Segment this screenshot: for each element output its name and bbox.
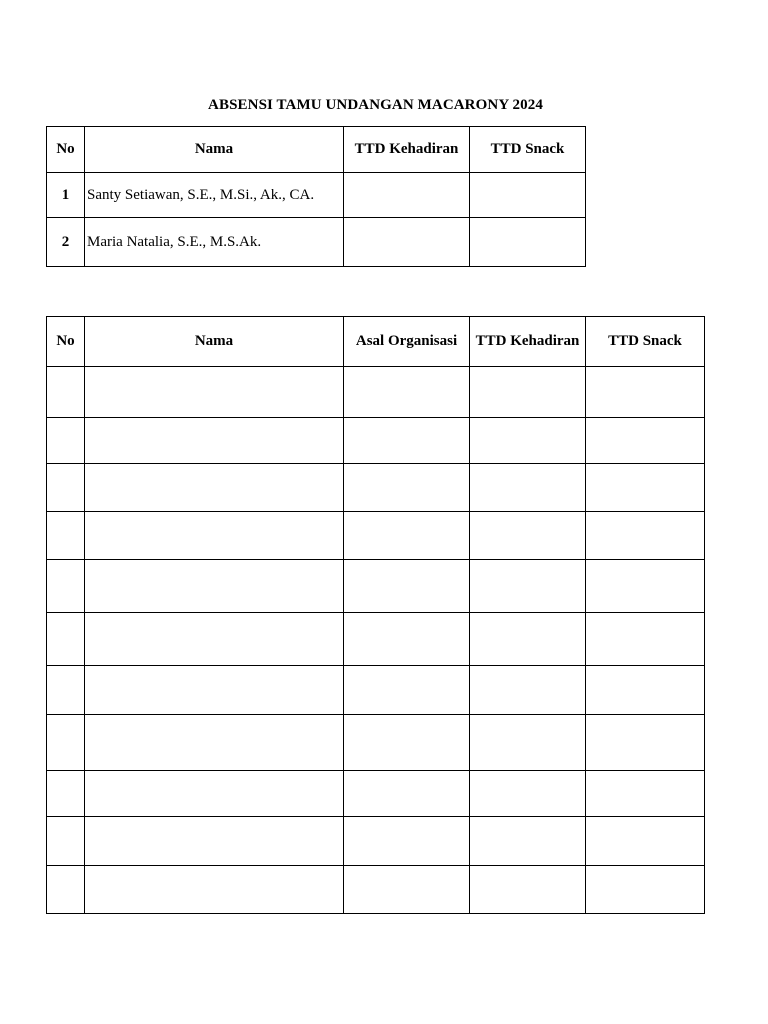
cell-ttd-snack[interactable] [470, 173, 586, 218]
cell-asal-organisasi[interactable] [344, 367, 470, 418]
cell-ttd-kehadiran[interactable] [470, 418, 586, 464]
cell-ttd-kehadiran[interactable] [470, 512, 586, 560]
cell-no: 2 [47, 218, 85, 267]
table-row [47, 817, 705, 866]
cell-ttd-snack[interactable] [470, 218, 586, 267]
cell-no[interactable] [47, 512, 85, 560]
cell-no[interactable] [47, 866, 85, 914]
table-row [47, 560, 705, 613]
cell-no[interactable] [47, 560, 85, 613]
table-row [47, 715, 705, 771]
table-row [47, 367, 705, 418]
cell-ttd-kehadiran[interactable] [344, 218, 470, 267]
cell-asal-organisasi[interactable] [344, 771, 470, 817]
cell-asal-organisasi[interactable] [344, 418, 470, 464]
cell-ttd-kehadiran[interactable] [470, 464, 586, 512]
cell-ttd-kehadiran[interactable] [470, 560, 586, 613]
cell-asal-organisasi[interactable] [344, 866, 470, 914]
cell-nama[interactable] [85, 418, 344, 464]
cell-ttd-kehadiran[interactable] [470, 715, 586, 771]
cell-no[interactable] [47, 418, 85, 464]
cell-nama[interactable] [85, 866, 344, 914]
page-title: ABSENSI TAMU UNDANGAN MACARONY 2024 [208, 97, 543, 113]
column-header-no: No [47, 127, 85, 173]
column-header-ttd-kehadiran: TTD Kehadiran [470, 317, 586, 367]
cell-ttd-snack[interactable] [586, 367, 705, 418]
table-header-row [47, 127, 586, 173]
table-row [47, 512, 705, 560]
cell-asal-organisasi[interactable] [344, 512, 470, 560]
table-row [47, 173, 586, 218]
cell-ttd-snack[interactable] [586, 866, 705, 914]
table-row [47, 613, 705, 666]
cell-ttd-kehadiran[interactable] [470, 771, 586, 817]
cell-ttd-snack[interactable] [586, 771, 705, 817]
column-header-ttd-kehadiran: TTD Kehadiran [344, 127, 470, 173]
cell-ttd-snack[interactable] [586, 715, 705, 771]
cell-nama: Maria Natalia, S.E., M.S.Ak. [85, 218, 344, 267]
cell-ttd-snack[interactable] [586, 418, 705, 464]
cell-ttd-snack[interactable] [586, 512, 705, 560]
column-header-no: No [47, 317, 85, 367]
cell-asal-organisasi[interactable] [344, 560, 470, 613]
cell-ttd-snack[interactable] [586, 464, 705, 512]
cell-asal-organisasi[interactable] [344, 715, 470, 771]
cell-no[interactable] [47, 771, 85, 817]
cell-no[interactable] [47, 613, 85, 666]
table-row [47, 418, 705, 464]
cell-nama[interactable] [85, 560, 344, 613]
cell-nama[interactable] [85, 367, 344, 418]
table-row [47, 866, 705, 914]
cell-nama[interactable] [85, 715, 344, 771]
cell-nama[interactable] [85, 817, 344, 866]
cell-no[interactable] [47, 715, 85, 771]
cell-ttd-snack[interactable] [586, 666, 705, 715]
table-header-row [47, 317, 705, 367]
cell-no: 1 [47, 173, 85, 218]
cell-ttd-kehadiran[interactable] [470, 367, 586, 418]
column-header-nama: Nama [85, 317, 344, 367]
table-row [47, 771, 705, 817]
cell-asal-organisasi[interactable] [344, 666, 470, 715]
column-header-nama: Nama [85, 127, 344, 173]
column-header-ttd-snack: TTD Snack [586, 317, 705, 367]
cell-no[interactable] [47, 367, 85, 418]
cell-asal-organisasi[interactable] [344, 464, 470, 512]
invited-guests-table [46, 126, 586, 267]
table-row [47, 218, 586, 267]
cell-ttd-kehadiran[interactable] [470, 613, 586, 666]
cell-ttd-kehadiran[interactable] [344, 173, 470, 218]
cell-ttd-snack[interactable] [586, 613, 705, 666]
cell-ttd-snack[interactable] [586, 817, 705, 866]
cell-nama[interactable] [85, 666, 344, 715]
cell-ttd-kehadiran[interactable] [470, 666, 586, 715]
cell-nama: Santy Setiawan, S.E., M.Si., Ak., CA. [85, 173, 344, 218]
cell-ttd-kehadiran[interactable] [470, 817, 586, 866]
table-row [47, 666, 705, 715]
guest-attendance-table [46, 316, 705, 914]
cell-nama[interactable] [85, 464, 344, 512]
cell-nama[interactable] [85, 771, 344, 817]
column-header-asal-organisasi: Asal Organisasi [344, 317, 470, 367]
table-row [47, 464, 705, 512]
cell-no[interactable] [47, 464, 85, 512]
cell-asal-organisasi[interactable] [344, 613, 470, 666]
cell-ttd-kehadiran[interactable] [470, 866, 586, 914]
column-header-ttd-snack: TTD Snack [470, 127, 586, 173]
cell-no[interactable] [47, 666, 85, 715]
cell-nama[interactable] [85, 613, 344, 666]
cell-asal-organisasi[interactable] [344, 817, 470, 866]
cell-no[interactable] [47, 817, 85, 866]
cell-ttd-snack[interactable] [586, 560, 705, 613]
cell-nama[interactable] [85, 512, 344, 560]
